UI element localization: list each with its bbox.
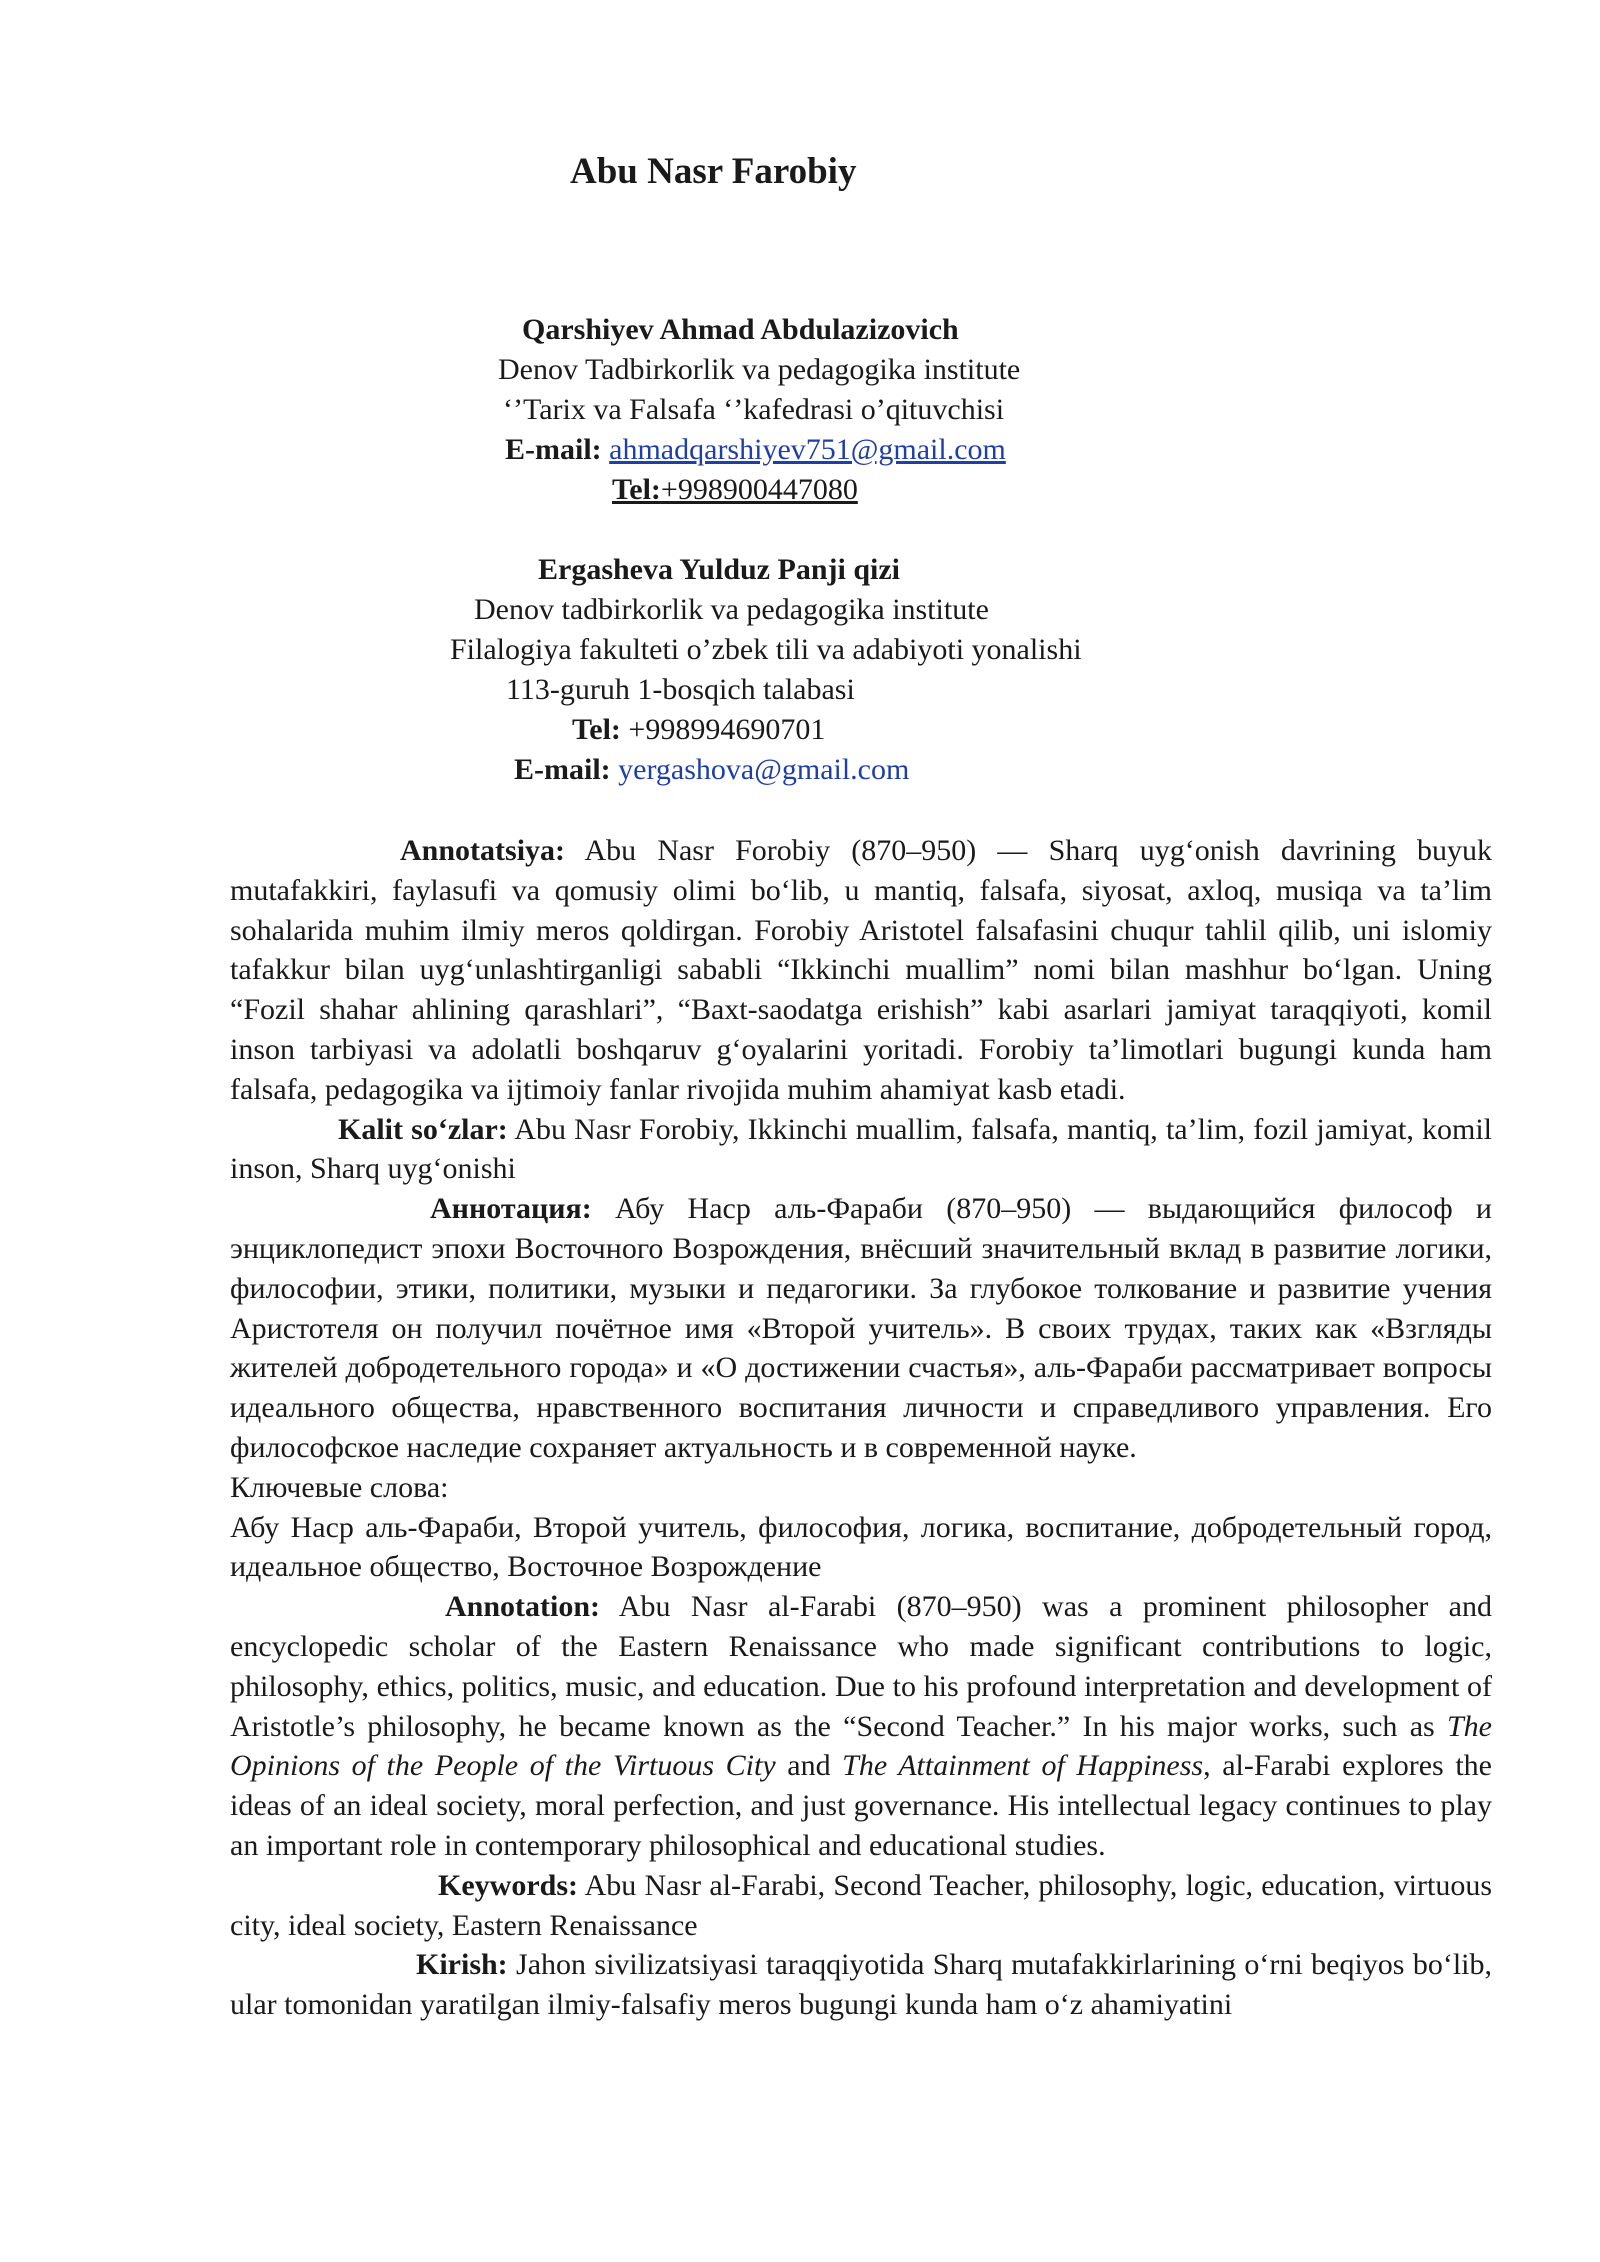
annotation-en-work-2: The Attainment of Happiness	[842, 1749, 1204, 1783]
annotation-en-text-1: Abu Nasr al-Farabi (870–950) was a prominent philosopher and encyclopedic scholar of the Eastern Renaissance who made significant contributions to logic, philosophy, ethics, politics, music, and education. Due to his profound interpretation and development of Aristotle’s philosophy, he became known as the “Second Teacher.” In his major works, such as	[230, 1590, 1492, 1743]
keywords-en-text: Abu Nasr al-Farabi, Second Teacher, philosophy, logic, education, virtuous city, ideal society, Eastern Renaissance	[230, 1868, 1492, 1942]
annotation-en-work-1: The Opinions of the People of the Virtuous City	[230, 1709, 1492, 1783]
keywords-uz	[230, 1110, 1492, 1190]
annotation-uz-label: Annotatsiya:	[400, 834, 566, 867]
paper-title: Abu Nasr Farobiy	[570, 151, 857, 192]
annotation-uz-text: Abu Nasr Forobiy (870–950) — Sharq uyg‘onish davrining buyuk mutafakkiri, faylasufi va qomusiy olimi bo‘lib, u mantiq, falsafa, siyosat, axloq, musiqa va ta’lim sohalarida muhim ilmiy meros qoldirgan. Forobiy Aristotel falsafasini chuqur tahlil qilib, uni islomiy tafakkur bilan uyg‘unlashtirganligi sababli “Ikkinchi muallim” nomi bilan mashhur bo‘lgan. Uning “Fozil shahar ahlining qarashlari”, “Baxt-saodatga erishish” kabi asarlari jamiyat taraqqiyoti, komil inson tarbiyasi va adolatli boshqaruv g‘oyalarini yoritadi. Forobiy ta’limotlari bugungi kunda ham falsafa, pedagogika va ijtimoiy fanlar rivojida muhim ahamiyat kasb etadi.	[230, 834, 1492, 1106]
author1-tel-line	[612, 470, 858, 510]
author1-institute: Denov Tadbirkorlik va pedagogika institute	[498, 353, 1021, 386]
keywords-ru-text: Абу Наср аль-Фараби, Второй учитель, философия, логика, воспитание, добродетельный город, идеальное общество, Восточное Возрождение	[230, 1510, 1492, 1584]
author2-email-link[interactable]: yergashova@gmail.com	[618, 753, 910, 786]
annotation-ru-label: Аннотация:	[430, 1192, 592, 1226]
author1-email-link[interactable]: ahmadqarshiyev751@gmail.com	[609, 433, 1006, 466]
abstract-body	[230, 831, 1492, 2025]
author2-email-line	[514, 750, 909, 790]
annotation-ru-text: Абу Наср аль-Фараби (870–950) — выдающийся философ и энциклопедист эпохи Восточного Возрождения, внёсший значительный вклад в развитие логики, философии, этики, политики, музыки и педагогики. За глубокое толкование и развитие учения Аристотеля он получил почётное имя «Второй учитель». В своих трудах, таких как «Взгляды жителей добродетельного города» и «О достижении счастья», аль-Фараби рассматривает вопросы идеального общества, нравственного воспитания личности и справедливого управления. Его философское наследие сохраняет актуальность и в современной науке.	[230, 1192, 1492, 1464]
author2-tel-label: Tel:	[572, 713, 621, 746]
annotation-ru	[230, 1189, 1492, 1468]
keywords-ru-label: Ключевые слова:	[230, 1470, 449, 1504]
annotation-uz	[230, 831, 1492, 1110]
author2-name: Ergasheva Yulduz Panji qizi	[538, 553, 901, 586]
author1-email-label: E-mail:	[505, 433, 602, 466]
author2-faculty: Filalogiya fakulteti o’zbek tili va adabiyoti yonalishi	[450, 633, 1082, 666]
author2-institute: Denov tadbirkorlik va pedagogika institute	[474, 593, 989, 626]
author2-email-label: E-mail:	[514, 753, 611, 786]
author2-tel: +998994690701	[620, 713, 826, 746]
author1-tel: +998900447080	[660, 473, 858, 506]
author1-department: ‘’Tarix va Falsafa ‘’kafedrasi o’qituvchisi	[503, 393, 1005, 426]
keywords-en	[230, 1866, 1492, 1946]
author2-group: 113-guruh 1-bosqich talabasi	[506, 673, 855, 706]
author2-tel-line	[572, 710, 825, 750]
annotation-en-text-2: and	[775, 1749, 843, 1783]
introduction-label: Kirish:	[416, 1948, 508, 1982]
introduction	[230, 1945, 1492, 2025]
author1-tel-label: Tel:	[612, 473, 661, 506]
keywords-en-label: Keywords:	[438, 1868, 578, 1902]
annotation-en	[230, 1587, 1492, 1866]
introduction-text: Jahon sivilizatsiyasi taraqqiyotida Sharq mutafakkirlarining o‘rni beqiyos bo‘lib, ular tomonidan yaratilgan ilmiy-falsafiy meros bugungi kunda ham o‘z ahamiyatini	[230, 1948, 1492, 2022]
author1-email-line	[505, 430, 1006, 470]
annotation-en-text-3: , al-Farabi explores the ideas of an ideal society, moral perfection, and just governance. His intellectual legacy continues to play an important role in contemporary philosophical and educational studies.	[230, 1749, 1492, 1862]
author1-name: Qarshiyev Ahmad Abdulazizovich	[522, 313, 959, 346]
annotation-en-label: Annotation:	[445, 1590, 601, 1624]
keywords-uz-label: Kalit so‘zlar:	[338, 1112, 508, 1146]
keywords-uz-text: Abu Nasr Forobiy, Ikkinchi muallim, falsafa, mantiq, ta’lim, fozil jamiyat, komil inson, Sharq uyg‘onishi	[230, 1112, 1492, 1186]
